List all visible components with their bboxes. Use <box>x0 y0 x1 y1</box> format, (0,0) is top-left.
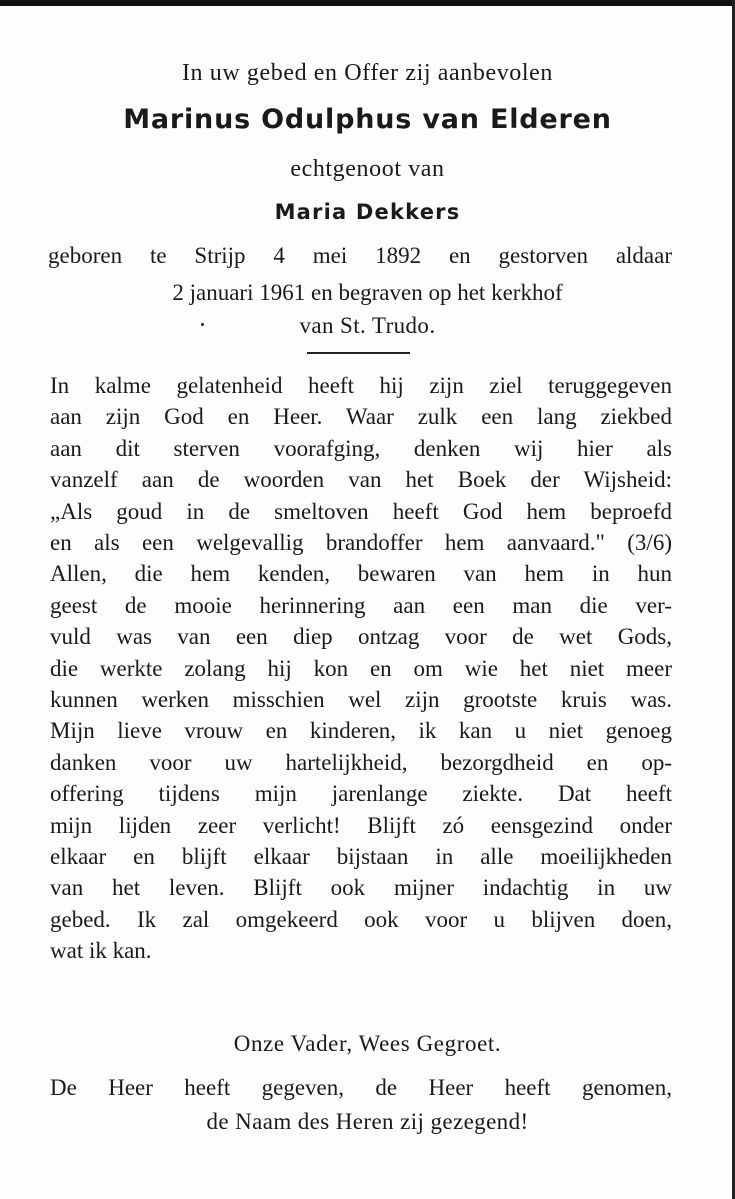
body-line: kunnen werken misschien wel zijn grootste kruis was. <box>50 687 672 712</box>
intro-line: In uw gebed en Offer zij aanbevolen <box>181 60 554 86</box>
body-line: en als een welgevallig brandoffer hem aanvaard." (3/6) <box>50 530 672 555</box>
body-line: elkaar en blijft elkaar bijstaan in alle moeilijkheden <box>50 844 672 869</box>
cemetery-line: van St. Trudo. <box>299 313 436 338</box>
body-line: mijn lijden zeer verlicht! Blijft zó eensgezind onder <box>50 812 672 838</box>
body-line: vuld was van een diep ontzag voor de wet Gods, <box>50 624 672 650</box>
closing-line-1: De Heer heeft gegeven, de Heer heeft genomen, <box>50 1075 672 1100</box>
print-speck <box>201 323 204 326</box>
body-line: gebed. Ik zal omgekeerd ook voor u blijven doen, <box>50 906 672 932</box>
body-line: die werkte zolang hij kon en om wie het niet meer <box>50 655 672 681</box>
body-line: aan dit sterven voorafging, denken wij hier als <box>50 435 672 461</box>
spouse-label: echtgenoot van <box>290 156 445 182</box>
body-line: aan zijn God en Heer. Waar zulk een lang ziekbed <box>50 404 672 430</box>
body-line: danken voor uw hartelijkheid, bezorgdheid en op- <box>50 749 672 775</box>
body-line: van het leven. Blijft ook mijner indachtig in uw <box>50 875 672 901</box>
deceased-name: Marinus Odulphus van Elderen <box>123 104 612 135</box>
body-line: wat ik kan. <box>50 938 152 964</box>
spouse-name: Maria Dekkers <box>274 200 461 224</box>
body-line: In kalme gelatenheid heeft hij zijn ziel teruggegeven <box>50 373 672 398</box>
body-line: geest de mooie herinnering aan een man die ver- <box>50 592 672 618</box>
body-line: „Als goud in de smeltoven heeft God hem beproefd <box>50 498 672 524</box>
body-line: Mijn lieve vrouw en kinderen, ik kan u niet genoeg <box>50 718 672 744</box>
divider-rule <box>307 352 410 354</box>
death-line: 2 januari 1961 en begraven op het kerkhof <box>172 280 563 305</box>
body-line: Allen, die hem kenden, bewaren van hem in hun <box>50 561 672 587</box>
birth-line: geboren te Strijp 4 mei 1892 en gestorven aldaar <box>48 243 672 268</box>
scan-edge-top <box>0 0 735 6</box>
prayer-line: Onze Vader, Wees Gegroet. <box>233 1031 502 1056</box>
closing-line-2: de Naam des Heren zij gezegend! <box>206 1109 529 1134</box>
body-line: vanzelf aan de woorden van het Boek der Wijsheid: <box>50 467 672 493</box>
body-line: offering tijdens mijn jarenlange ziekte. Dat heeft <box>50 781 672 807</box>
